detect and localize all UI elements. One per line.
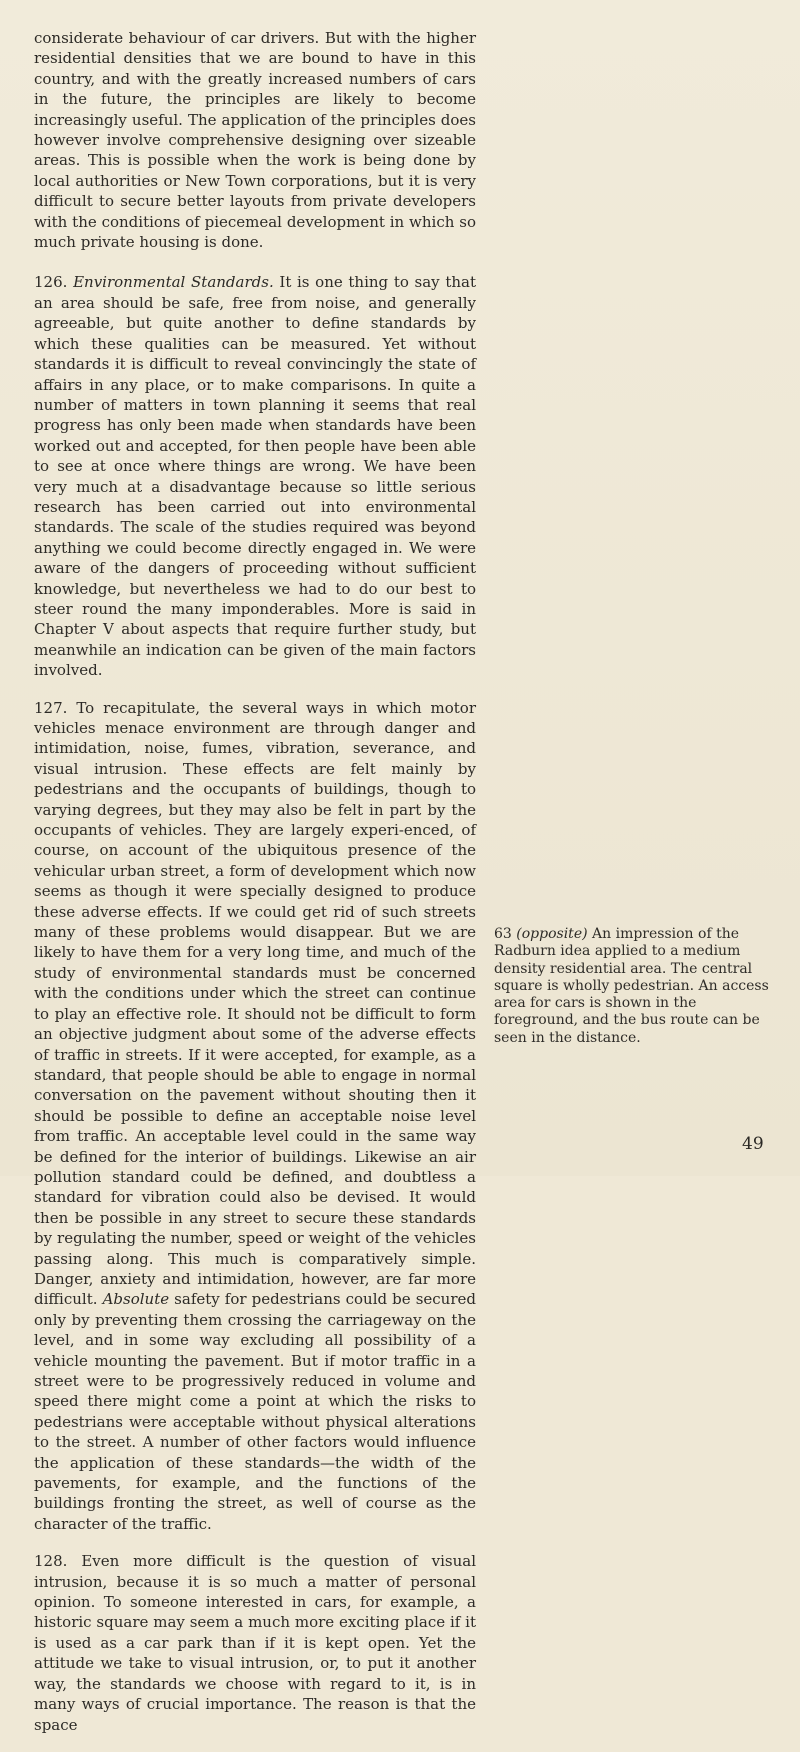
paragraph-128 [34, 1551, 476, 1735]
paragraph-text: To recapitulate, the several ways in which motor vehicles menace environment are through danger and intimidation, noise, fumes, vibration, severance, and visual intrusion. These effects are felt mainly by pedestrians and the occupants of buildings, though to varying degrees, but they may also be felt in part by the occupants of vehicles. They are largely experi-enced, of course, on account of the ubiquitous presence of the vehicular urban street, a form of development which now seems as though it were specially designed to produce these adverse effects. If we could get rid of such streets many of these problems would disappear. But we are likely to have them for a very long time, and much of the study of environmental standards must be concerned with the conditions under which the street can continue to play an effective role. It should not be difficult to form an objective judgment about some of the adverse effects of traffic in streets. If it were accepted, for example, as a standard, that people should be able to engage in normal conversation on the pavement without shouting then it should be possible to define an acceptable noise level from traffic. An acceptable level could in the same way be defined for the interior of buildings. Likewise an air pollution standard could be defined, and doubtless a standard for vibration could also be devised. It would then be possible in any street to secure these standards by regulating the number, speed or weight of the vehicles passing along. This much is comparatively simple. Danger, anxiety and intimidation, however, are far more difficult. [34, 698, 476, 1309]
paragraph-heading: Environmental Standards. [73, 273, 274, 292]
paragraph-126 [34, 272, 476, 680]
page-number: 49 [742, 1134, 764, 1154]
figure-caption [494, 926, 776, 1047]
paragraph-text: Even more difficult is the question of visual intrusion, because it is so much a matter of personal opinion. To someone interested in cars, for example, a historic square may seem a much more exciting place if it is used as a car park than if it is kept open. Yet the attitude we take to visual intrusion, or, to put it another way, the standards we choose with regard to it, is in many ways of crucial importance. The reason is that the space [34, 1552, 476, 1734]
paragraph-text: It is one thing to say that an area should be safe, free from noise, and generally agreeable, but quite another to define standards by which these qualities can be measured. Yet without standards it is difficult to reveal convincingly the state of affairs in any place, or to make comparisons. In quite a number of matters in town planning it seems that real progress has only been made when standards have been worked out and accepted, for then people have been able to see at once where things are wrong. We have been very much at a disadvantage because so little serious research has been carried out into environmental standards. The scale of the studies required was beyond anything we could become directly engaged in. We were aware of the dangers of proceeding without sufficient knowledge, but nevertheless we had to do our best to steer round the many imponderables. More is said in Chapter V about aspects that require further study, but meanwhile an indication can be given of the main factors involved. [34, 273, 476, 680]
paragraph-number: 128. [34, 1552, 68, 1571]
paragraph-number: 127. [34, 698, 68, 717]
paragraph-text: safety for pedestrians could be secured only by preventing them crossing the carriageway on the level, and in some way excluding all possibility of a vehicle mounting the pavement. But if motor traffic in a street were to be progressively reduced in volume and speed there might come a point at which the risks to pedestrians were acceptable without physical alterations to the street. A number of other factors would influence the application of these standards—the width of the pavements, for example, and the functions of the buildings fronting the street, as well of course as the character of the traffic. [34, 1290, 476, 1533]
paragraph-number: 126. [34, 273, 68, 292]
paragraph-127 [34, 698, 476, 1535]
italic-emphasis: Absolute [102, 1290, 170, 1309]
caption-reference: (opposite) [516, 926, 588, 942]
paragraph-text: considerate behaviour of car drivers. But with the higher residential densities that we are bound to have in this country, and with the greatly increased numbers of cars in the future, the principles are likely to become increasingly useful. The application of the principles does however involve comprehensive designing over sizeable areas. This is possible when the work is being done by local authorities or New Town corporations, but it is very difficult to secure better layouts from private developers with the conditions of piecemeal development in which so much private housing is done. [34, 29, 476, 252]
caption-text: An impression of the Radburn idea applied to a medium density residential area. The central square is wholly pedestrian. An access area for cars is shown in the foreground, and the bus route can be seen in the distance. [494, 926, 769, 1046]
main-text-column [34, 28, 476, 1752]
caption-number: 63 [494, 926, 512, 942]
paragraph-continuation [34, 28, 476, 252]
